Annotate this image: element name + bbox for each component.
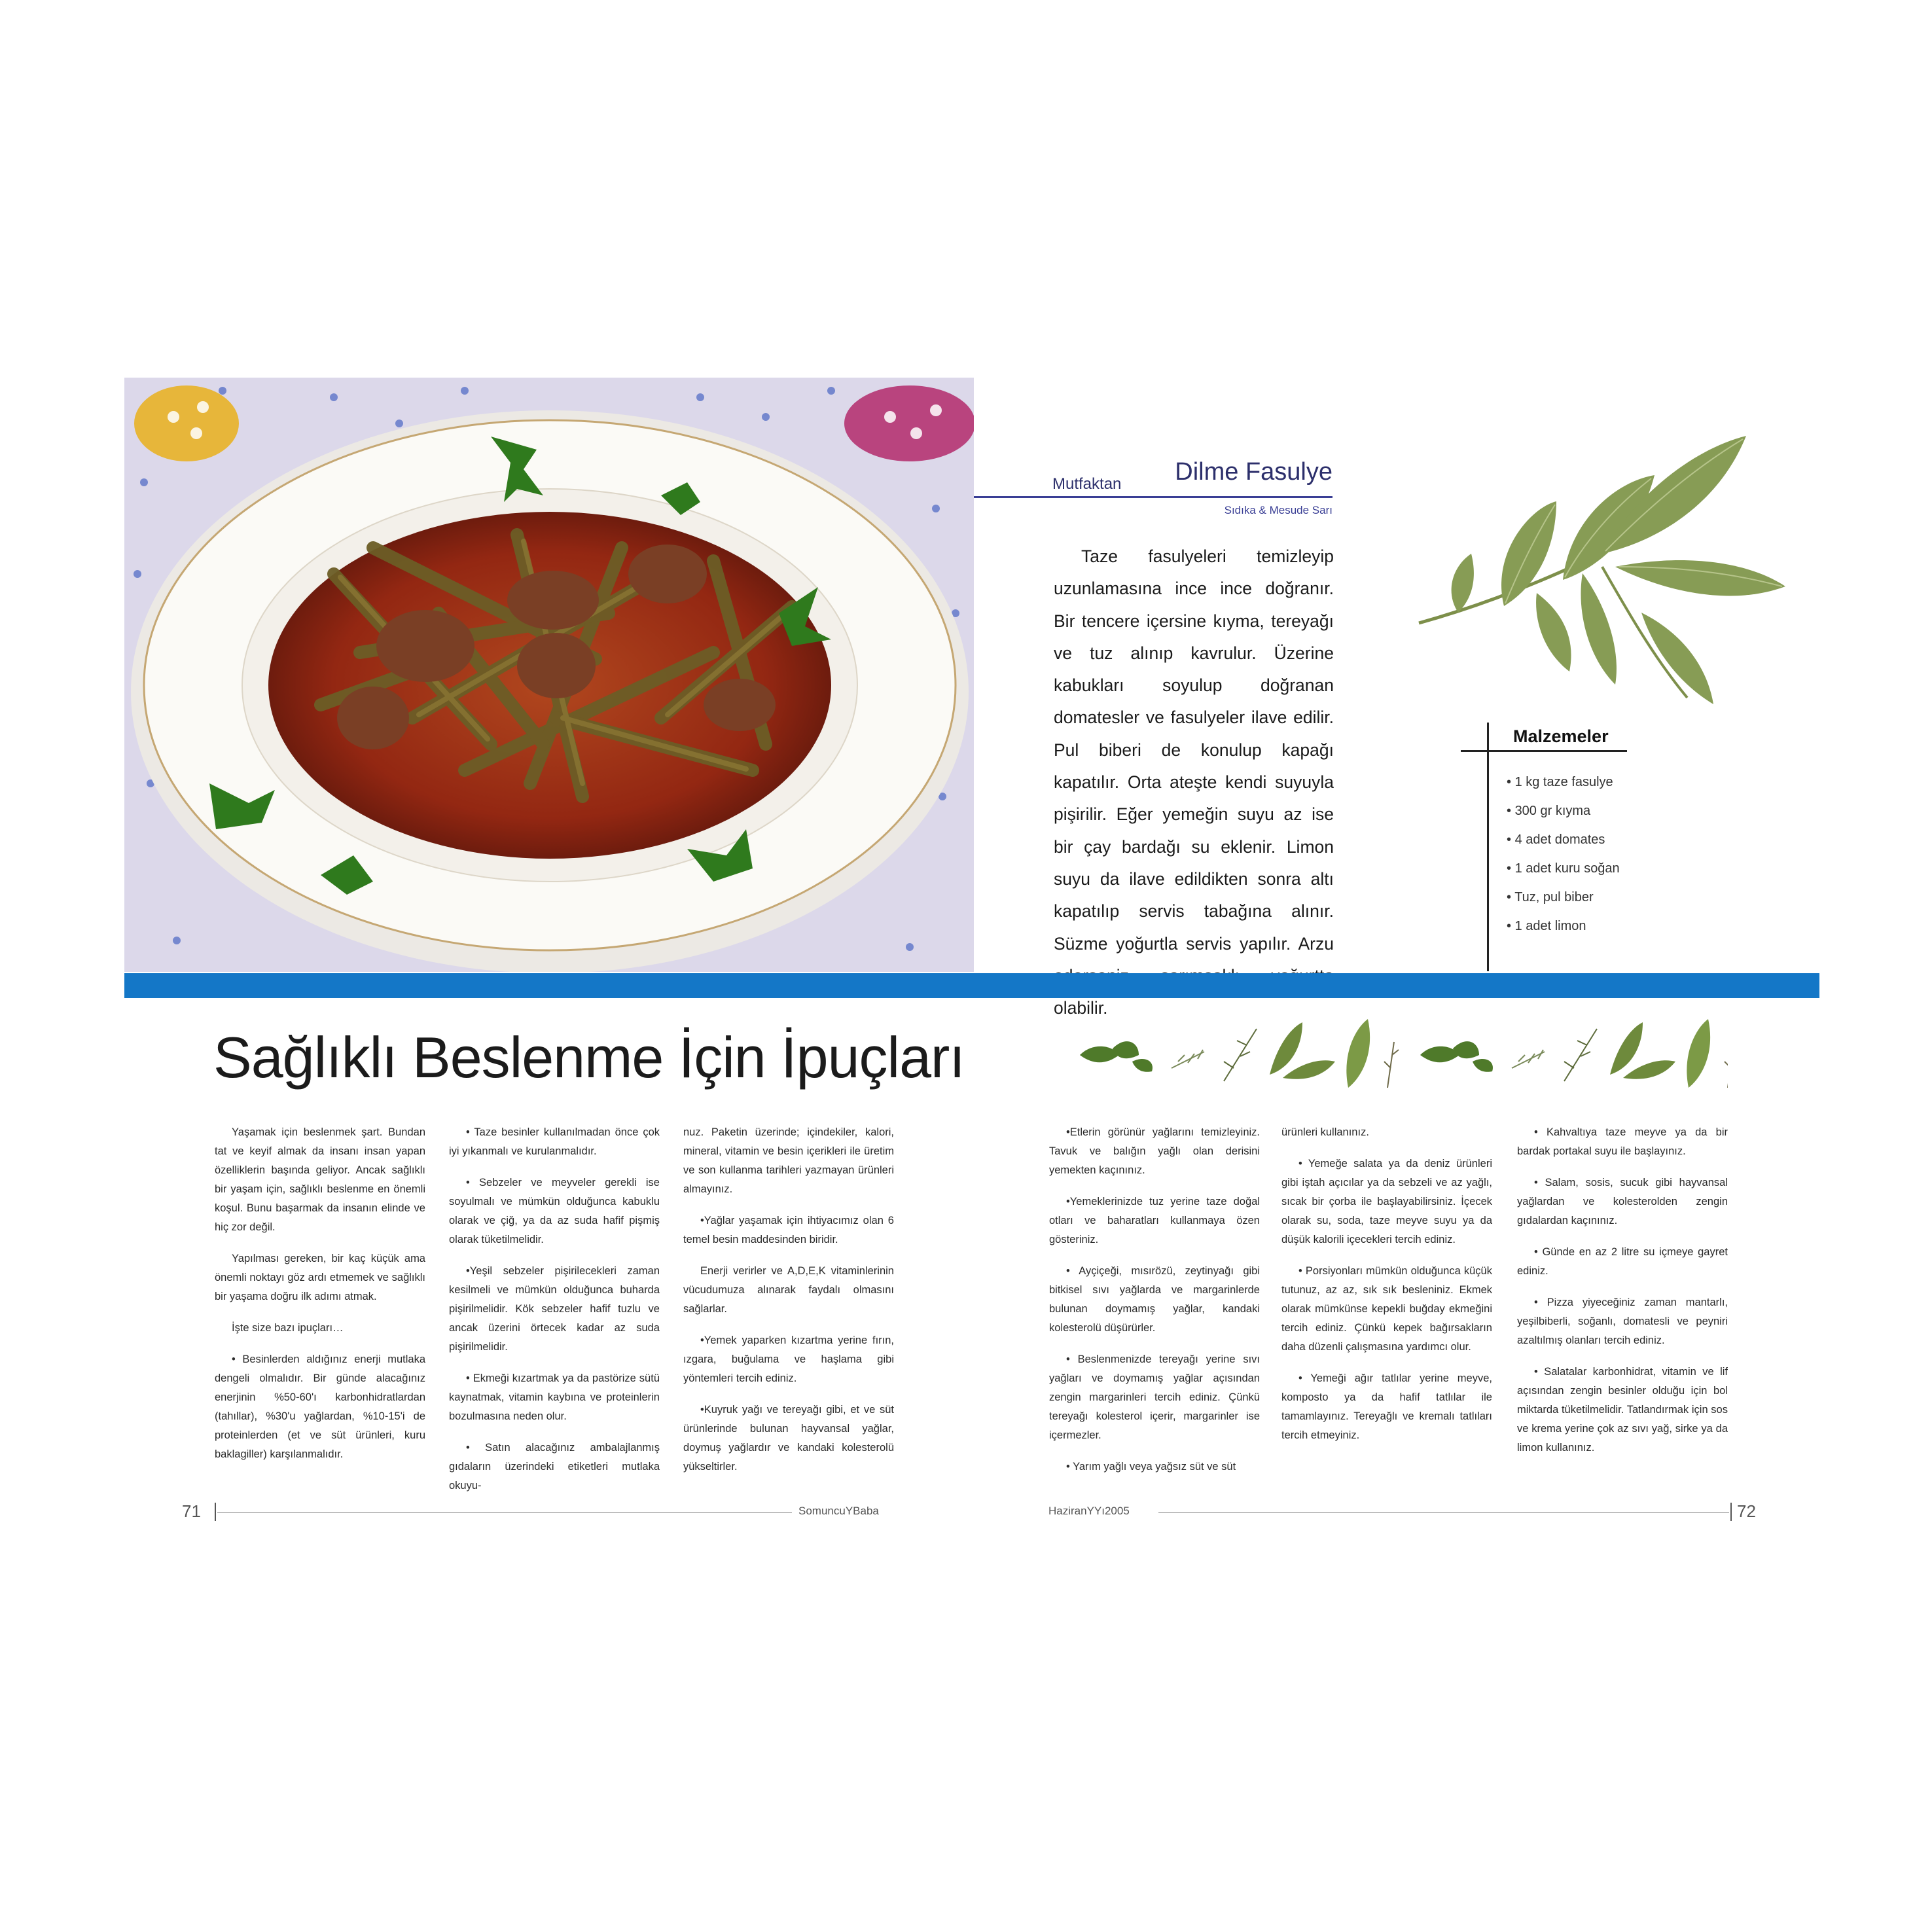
paragraph: Enerji verirler ve A,D,E,K vitaminlerinin vücudumuza alınarak faydalı olmasını sağlarlar.	[683, 1265, 894, 1315]
ingredients-divider	[1461, 750, 1627, 752]
ingredients-list	[1507, 772, 1620, 945]
paragraph: • Günde en az 2 litre su içmeye gayret ediniz.	[1517, 1246, 1728, 1277]
sage-herb-image	[1406, 397, 1798, 760]
recipe-author: Sıdıka & Mesude Sarı	[1224, 504, 1333, 516]
paragraph: ürünleri kullanınız.	[1281, 1126, 1369, 1138]
ingredient-item: • 1 kg taze fasulye	[1507, 772, 1620, 801]
paragraph: • Besinlerden aldığınız enerji mutlaka dengeli olmalıdır. Bir günde alacağınız enerjinin %50-60'ı karbonhidratlardan (tahıllar), %30'u yağlardan, %10-15'i de proteinlerden (et ve süt ürünleri, kuru baklagiller) karşılanmalıdır.	[215, 1353, 425, 1460]
magazine-name: SomuncuYBaba	[798, 1505, 879, 1517]
section-label: Mutfaktan	[1052, 475, 1122, 493]
paragraph: • Salam, sosis, sucuk gibi hayvansal yağlardan ve kolesterolden zengin gıdalardan kaçınınız.	[1517, 1177, 1728, 1226]
article-title: Sağlıklı Beslenme İçin İpuçları	[213, 1025, 965, 1090]
title-divider	[974, 496, 1333, 498]
paragraph: • Ekmeği kızartmak ya da pastörize sütü kaynatmak, vitamin kaybına ve proteinlerin bozulmasına neden olur.	[449, 1372, 660, 1422]
ingredient-item: • 1 adet kuru soğan	[1507, 859, 1620, 887]
paragraph: • Sebzeler ve meyveler gerekli ise soyulmalı ve mümkün olduğunca kabuklu olarak ve çiğ, ya da az suda hafif pişmiş olarak tüketilmelidir.	[449, 1177, 660, 1245]
article-column-4	[1049, 1123, 1260, 1489]
page-number-left: 71	[182, 1501, 201, 1521]
paragraph: • Ayçiçeği, mısırözü, zeytinyağı gibi bitkisel sıvı yağlarda ve margarinlerde bulunan doymamış yağlar, kandaki kolesterolü düşürürler.	[1049, 1265, 1260, 1334]
paragraph: Yapılması gereken, bir kaç küçük ama önemli noktayı göz ardı etmemek ve sağlıklı bir yaşama doğru ilk adımı atmak.	[215, 1253, 425, 1302]
ingredient-item: • 1 adet limon	[1507, 916, 1620, 945]
article-column-6	[1517, 1123, 1728, 1470]
paragraph: •Yemeklerinizde tuz yerine taze doğal otları ve baharatları kullanmaya özen gösteriniz.	[1049, 1196, 1260, 1245]
ingredient-item: • 300 gr kıyma	[1507, 801, 1620, 830]
herb-strip-image	[1073, 1016, 1728, 1107]
article-column-5	[1281, 1123, 1492, 1458]
paragraph: İşte size bazı ipuçları…	[232, 1322, 344, 1334]
page-number-right: 72	[1737, 1501, 1756, 1521]
blue-divider-band	[124, 973, 1819, 998]
paragraph: • Yarım yağlı veya yağsız süt ve süt	[1066, 1461, 1236, 1473]
issue-date: HaziranYYı2005	[1048, 1505, 1130, 1517]
paragraph: Yaşamak için beslenmek şart. Bundan tat ve keyif almak da insanı insan yapan özelliklerin başında geliyor. Ancak sağlıklı bir yaşam için, sağlıklı beslenme en önemli koşul. Bunu başarmak da insanın elinde ve hiç zor değil.	[215, 1126, 425, 1233]
paragraph: • Yemeğe salata ya da deniz ürünleri gibi iştah açıcılar ya da sebzeli ve az yağlı, sıcak bir çorba ile başlayabilirsiniz. İçecek olarak su, soda, taze meyve suyu ya da düşük kalorili içecekleri tercih ediniz.	[1281, 1158, 1492, 1245]
ingredients-title: Malzemeler	[1513, 726, 1609, 746]
paragraph: •Yağlar yaşamak için ihtiyacımız olan 6 temel besin maddesinden biridir.	[683, 1215, 894, 1245]
paragraph: •Etlerin görünür yağlarını temizleyiniz. Tavuk ve balığın yağlı olan derisini yemekten kaçınınız.	[1049, 1126, 1260, 1176]
paragraph: • Salatalar karbonhidrat, vitamin ve lif açısından zengin besinler olduğu için bol miktarda tüketilmelidir. Tatlandırmak için sos ve krema yerine çok az sıvı yağ, sirke ya da limon kullanınız.	[1517, 1366, 1728, 1454]
paragraph: •Kuyruk yağı ve tereyağı gibi, et ve süt ürünlerinde bulunan hayvansal yağlar, doymuş yağlardır ve kandaki kolesterolü yükseltirler.	[683, 1404, 894, 1473]
recipe-instructions: Taze fasulyeleri temizleyip uzunlamasına ince ince doğranır. Bir tencere içersine kıyma, tereyağı ve tuz alınıp kavrulur. Üzerine kabukları soyulup doğranan domatesler ve fasulyeler ilave edilir. Pul biberi de konulup kapağı kapatılır. Orta ateşte kendi suyuyla pişirilir. Eğer yemeğin suyu az ise bir çay bardağı su eklenir. Limon suyu da ilave edildikten sonra altı kapatılıp servis tabağına alınır. Süzme yoğurtla servis yapılır. Arzu olabilir.	[1054, 546, 1334, 1018]
article-column-1	[215, 1123, 425, 1476]
ingredients-vertical-divider	[1487, 723, 1489, 971]
paragraph: • Satın alacağınız ambalajlanmış gıdaların üzerindeki etiketleri mutlaka okuyu-	[449, 1442, 660, 1492]
paragraph: • Yemeği ağır tatlılar yerine meyve, komposto ya da hafif tatlılar ile tamamlayınız. Tereyağlı ve kremalı tatlıları tercih etmeyiniz.	[1281, 1372, 1492, 1441]
article-column-2	[449, 1123, 660, 1508]
ingredient-item: • 4 adet domates	[1507, 830, 1620, 859]
recipe-title: Dilme Fasulye	[1175, 458, 1333, 486]
paragraph: • Kahvaltıya taze meyve ya da bir bardak portakal suyu ile başlayınız.	[1517, 1126, 1728, 1157]
ingredient-item: • Tuz, pul biber	[1507, 887, 1620, 916]
recipe-photo	[124, 378, 974, 972]
paragraph: • Porsiyonları mümkün olduğunca küçük tutunuz, az az, sık sık besleniniz. Ekmek olarak mümkünse kepekli buğday ekmeğini tercih ediniz. Çünkü kepek bağırsakların daha düzenli çalışmasına yardımcı olur.	[1281, 1265, 1492, 1353]
footer-tick-right	[1730, 1503, 1732, 1521]
footer-tick-left	[215, 1503, 216, 1521]
article-column-3	[683, 1123, 894, 1489]
paragraph: •Yeşil sebzeler pişirilecekleri zaman kesilmeli ve mümkün olduğunca buharda pişirilmelidir. Kök sebzeler hafif tuzlu ve ancak üzerini örtecek kadar az suda pişirilmelidir.	[449, 1265, 660, 1353]
paragraph: •Yemek yaparken kızartma yerine fırın, ızgara, buğulama ve haşlama gibi yöntemleri tercih ediniz.	[683, 1334, 894, 1384]
paragraph: nuz. Paketin üzerinde; içindekiler, kalori, mineral, vitamin ve besin içerikleri ile üretim ve son kullanma tarihleri yazmayan ürünleri almayınız.	[683, 1126, 894, 1195]
paragraph: • Beslenmenizde tereyağı yerine sıvı yağları ve doymamış yağlar açısından zengin margarinleri tercih ediniz. Çünkü tereyağı kolesterol içerir, margarinler ise içermezler.	[1049, 1353, 1260, 1441]
paragraph: • Pizza yiyeceğiniz zaman mantarlı, yeşilbiberli, soğanlı, domatesli ve peyniri azaltılmış olanları tercih ediniz.	[1517, 1297, 1728, 1346]
paragraph: • Taze besinler kullanılmadan önce çok iyi yıkanmalı ve kurulanmalıdır.	[449, 1126, 660, 1157]
